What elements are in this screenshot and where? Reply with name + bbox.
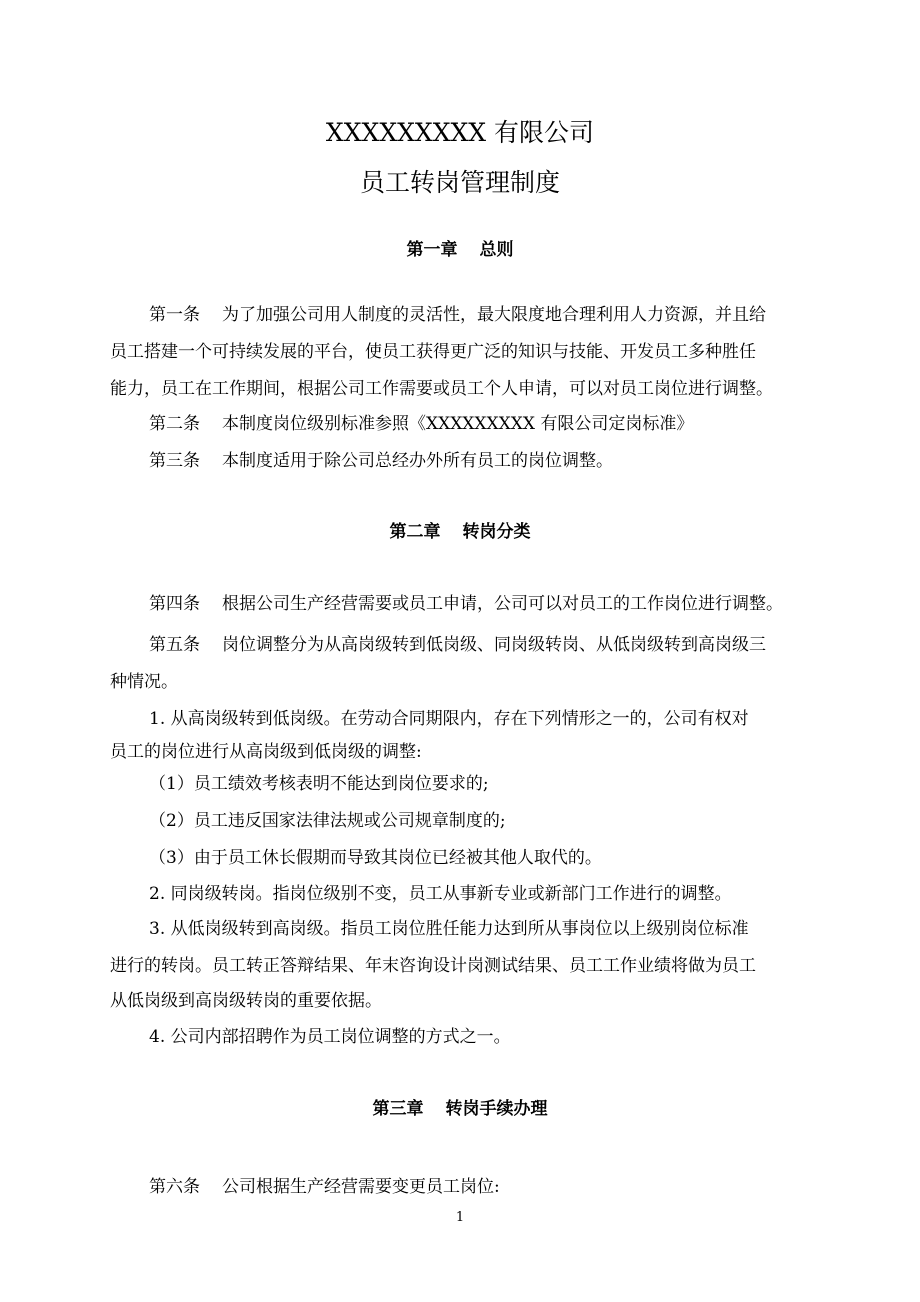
item-3-line-2: 进行的转岗。员工转正答辩结果、年末咨询设计岗测试结果、员工工作业绩将做为员工 xyxy=(110,956,756,976)
item-1-line-1: 1. 从高岗级转到低岗级。在劳动合同期限内，存在下列情形之一的，公司有权对 xyxy=(149,709,749,729)
article-1-line-3: 能力，员工在工作期间，根据公司工作需要或员工个人申请，可以对员工岗位进行调整。 xyxy=(110,379,773,399)
article-1-line-1 xyxy=(149,303,766,327)
article-6-text: 公司根据生产经营需要变更员工岗位: xyxy=(222,1177,500,1197)
article-1-label: 第一条 xyxy=(149,305,200,325)
item-2: 2. 同岗级转岗。指岗位级别不变，员工从事新专业或新部门工作进行的调整。 xyxy=(149,884,732,904)
article-5-line-2: 种情况。 xyxy=(110,672,178,692)
item-3-line-1: 3. 从低岗级转到高岗级。指员工岗位胜任能力达到所从事岗位以上级别岗位标准 xyxy=(149,919,749,939)
article-2-text: 本制度岗位级别标准参照《XXXXXXXXX 有限公司定岗标准》 xyxy=(222,414,694,434)
document-title: 员工转岗管理制度 xyxy=(359,168,560,197)
chapter-2-name: 转岗分类 xyxy=(462,522,531,542)
chapter-3-number: 第三章 xyxy=(372,1099,424,1119)
item-4: 4. 公司内部招聘作为员工岗位调整的方式之一。 xyxy=(149,1027,511,1047)
chapter-3-heading xyxy=(0,1097,920,1121)
article-3 xyxy=(149,449,613,473)
article-4 xyxy=(149,592,783,616)
article-2-label: 第二条 xyxy=(149,414,200,434)
article-5-label: 第五条 xyxy=(149,635,200,655)
chapter-2-number: 第二章 xyxy=(389,522,441,542)
article-1-line-2: 员工搭建一个可持续发展的平台，使员工获得更广泛的知识与技能、开发员工多种胜任 xyxy=(110,342,756,362)
article-6-label: 第六条 xyxy=(149,1177,200,1197)
company-title: XXXXXXXXX 有限公司 xyxy=(325,118,595,147)
item-1-line-2: 员工的岗位进行从高岗级到低岗级的调整: xyxy=(110,742,422,762)
page-number: 1 xyxy=(455,1210,465,1225)
chapter-1-number: 第一章 xyxy=(406,240,458,260)
chapter-1-heading xyxy=(0,238,920,262)
item-1-sub-2: （2）员工违反国家法律法规或公司规章制度的; xyxy=(149,811,506,831)
article-2 xyxy=(149,412,693,436)
article-4-text: 根据公司生产经营需要或员工申请，公司可以对员工的工作岗位进行调整。 xyxy=(222,594,783,614)
chapter-2-heading xyxy=(0,520,920,544)
article-3-label: 第三条 xyxy=(149,451,200,471)
article-1-text-1: 为了加强公司用人制度的灵活性，最大限度地合理利用人力资源，并且给 xyxy=(222,305,766,325)
article-4-label: 第四条 xyxy=(149,594,200,614)
chapter-3-name: 转岗手续办理 xyxy=(445,1099,548,1119)
article-6 xyxy=(149,1175,500,1199)
item-1-sub-1: （1）员工绩效考核表明不能达到岗位要求的; xyxy=(149,774,489,794)
item-3-line-3: 从低岗级到高岗级转岗的重要依据。 xyxy=(110,991,382,1011)
item-1-sub-3: （3）由于员工休长假期而导致其岗位已经被其他人取代的。 xyxy=(149,848,602,868)
article-3-text: 本制度适用于除公司总经办外所有员工的岗位调整。 xyxy=(222,451,613,471)
article-5-text-1: 岗位调整分为从高岗级转到低岗级、同岗级转岗、从低岗级转到高岗级三 xyxy=(222,635,766,655)
chapter-1-name: 总则 xyxy=(479,240,514,260)
article-5-line-1 xyxy=(149,633,766,657)
